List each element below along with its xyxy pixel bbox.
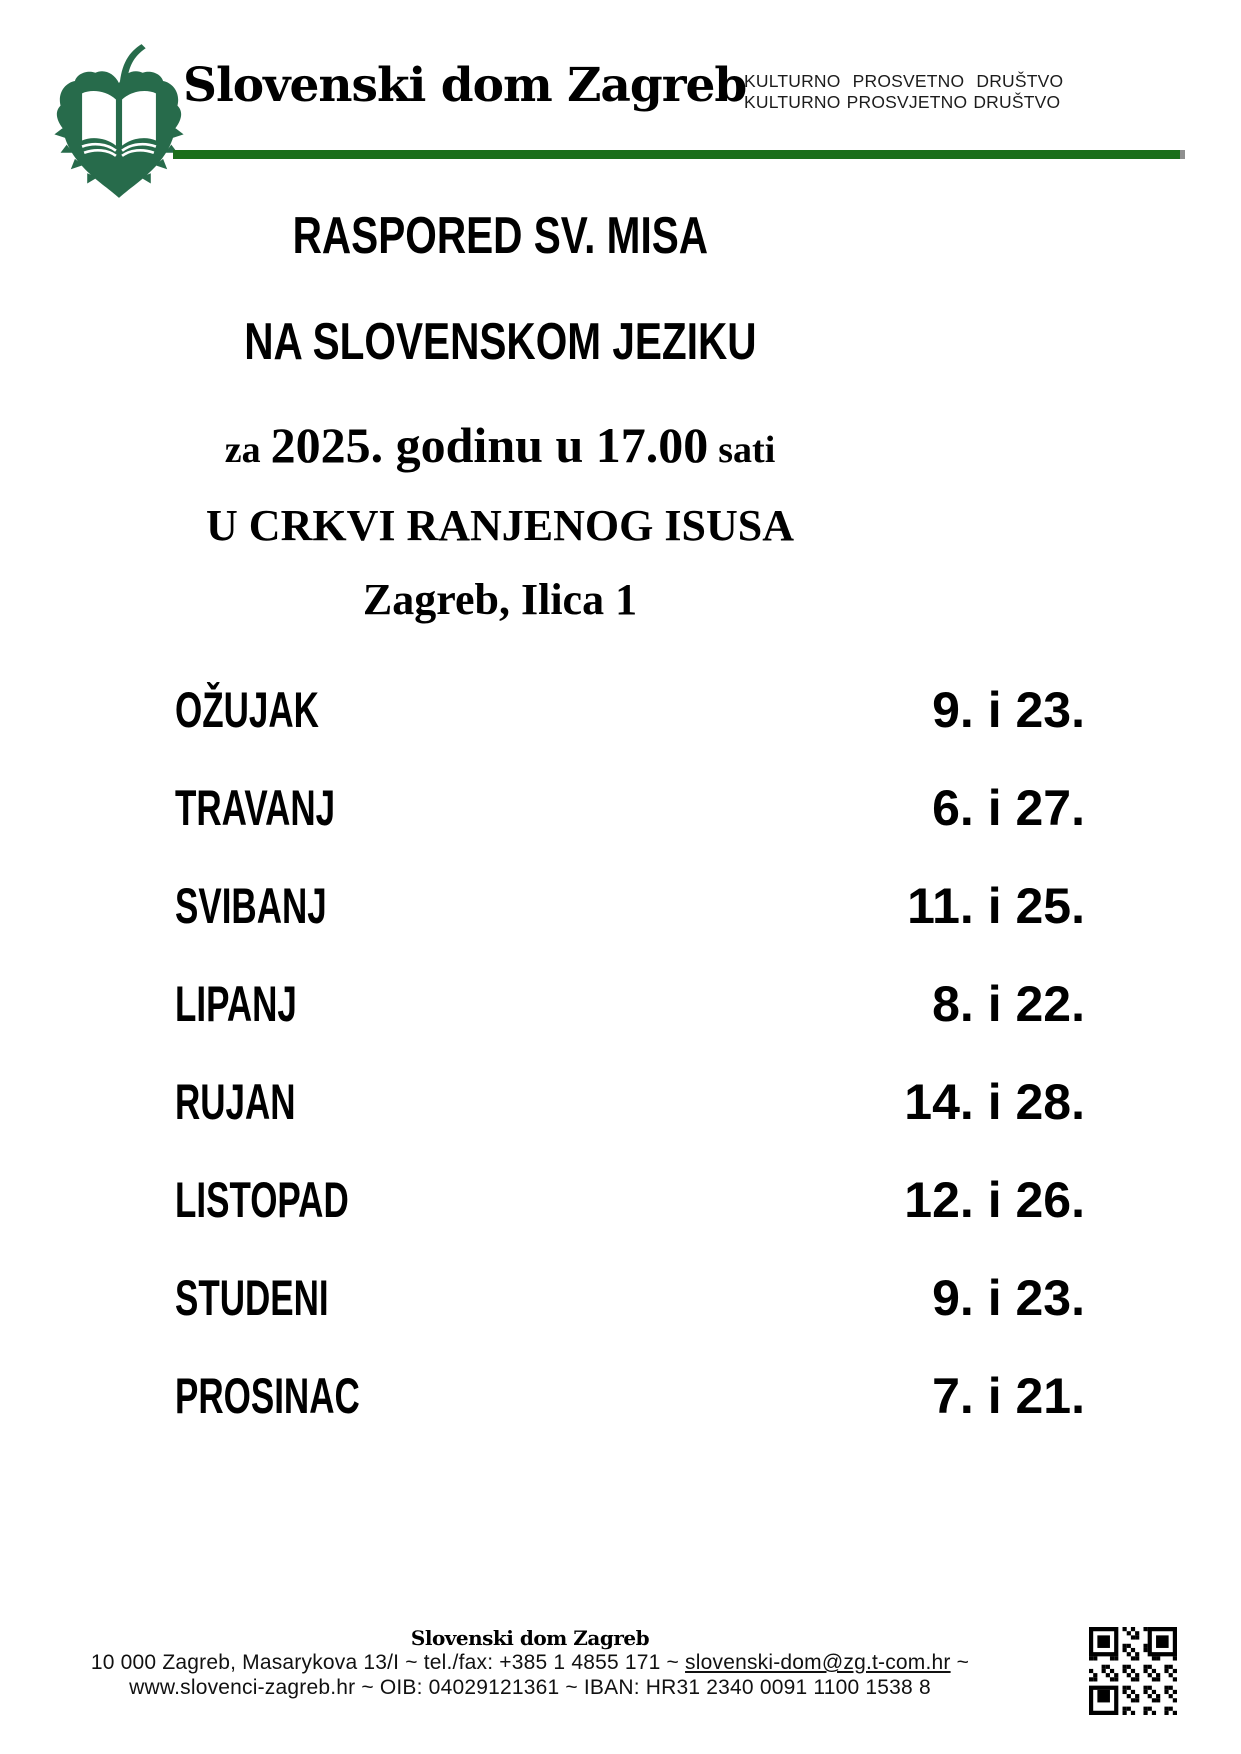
mass-dates: 7. i 21. — [932, 1368, 1085, 1424]
month-label: STUDENI — [175, 1270, 329, 1326]
footer-web-oib-iban-line: www.slovenci-zagreb.hr ~ OIB: 04029121361 ~ IBAN: HR31 2340 0091 1100 1538 8 — [129, 1676, 931, 1699]
footer-org-name: Slovenski dom Zagreb — [410, 1626, 650, 1650]
year-and-time-line — [0, 417, 1000, 475]
month-label: PROSINAC — [175, 1368, 360, 1424]
mass-dates: 12. i 26. — [904, 1172, 1085, 1228]
footer-address-line — [0, 1650, 1060, 1675]
year-line-main: 2025. godinu u 17.00 — [270, 417, 709, 473]
church-address-line: Zagreb, Ilica 1 — [362, 575, 638, 624]
footer-address-suffix: ~ — [950, 1651, 970, 1674]
footer-email-link[interactable]: slovenski-dom@zg.t-com.hr — [685, 1651, 951, 1674]
header-society-subtitle — [744, 71, 1064, 113]
mass-dates: 8. i 22. — [932, 976, 1085, 1032]
schedule-row — [175, 782, 1085, 880]
schedule-row — [175, 684, 1085, 782]
month-label: TRAVANJ — [175, 780, 336, 836]
document-title-line1: RASPORED SV. MISA — [292, 207, 708, 265]
footer-address-prefix: 10 000 Zagreb, Masarykova 13/I ~ tel./fax: +385 1 4855 171 ~ — [90, 1651, 686, 1674]
mass-dates: 9. i 23. — [932, 1270, 1085, 1326]
month-label: LISTOPAD — [175, 1172, 349, 1228]
schedule-row — [175, 978, 1085, 1076]
month-label: LIPANJ — [175, 976, 297, 1032]
document-title-line2: NA SLOVENSKOM JEZIKU — [243, 313, 757, 371]
subtitle-line-slovenian: KULTURNO PROSVETNO DRUŠTVO — [744, 71, 1064, 91]
subtitle-line-croatian: KULTURNO PROSVJETNO DRUŠTVO — [744, 92, 1061, 112]
month-label: OŽUJAK — [175, 682, 319, 738]
mass-dates: 11. i 25. — [907, 878, 1085, 934]
mass-schedule-list — [175, 684, 1085, 1468]
linden-leaf-book-logo-icon — [52, 40, 186, 202]
mass-dates: 14. i 28. — [904, 1074, 1085, 1130]
year-line-suffix: sati — [718, 429, 776, 471]
church-name-line: U CRKVI RANJENOG ISUSA — [206, 501, 794, 550]
qr-code — [1089, 1627, 1177, 1715]
schedule-row — [175, 1076, 1085, 1174]
header-divider-rule — [173, 150, 1185, 159]
footer-contact-block — [0, 1626, 1060, 1700]
year-line-prefix: za — [224, 429, 261, 471]
mass-dates: 9. i 23. — [932, 682, 1085, 738]
mass-dates: 6. i 27. — [932, 780, 1085, 836]
header-org-name: Slovenski dom Zagreb — [183, 58, 747, 113]
schedule-row — [175, 1174, 1085, 1272]
month-label: SVIBANJ — [175, 878, 327, 934]
rule-end-cap — [1180, 150, 1185, 159]
schedule-row — [175, 880, 1085, 978]
schedule-row — [175, 1370, 1085, 1468]
month-label: RUJAN — [175, 1074, 296, 1130]
schedule-row — [175, 1272, 1085, 1370]
